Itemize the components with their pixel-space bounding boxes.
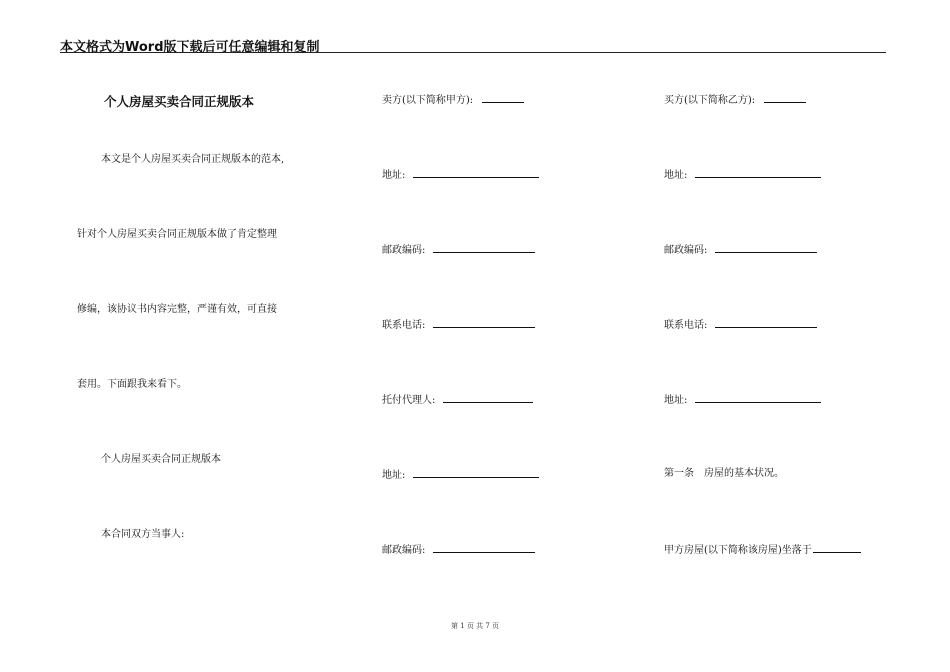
buyer-address-field	[664, 167, 821, 183]
seller-address-label: 地址:	[382, 170, 406, 181]
seller-postcode-label: 邮政编码:	[382, 245, 426, 256]
agent-postcode-field	[382, 542, 535, 558]
article-1-heading: 第一条 房屋的基本状况。	[664, 468, 784, 479]
seller-label: 卖方(以下简称甲方):	[382, 95, 474, 106]
intro-line-2: 针对个人房屋买卖合同正规版本做了肯定整理	[77, 229, 277, 240]
document-title: 个人房屋买卖合同正规版本	[104, 94, 255, 109]
seller-field	[382, 92, 524, 108]
seller-address-blank[interactable]	[413, 167, 539, 178]
buyer-blank[interactable]	[764, 92, 806, 103]
agent-postcode-blank[interactable]	[433, 542, 535, 553]
buyer-postcode-label: 邮政编码:	[664, 245, 708, 256]
seller-phone-field	[382, 317, 535, 333]
agent-blank[interactable]	[443, 392, 533, 403]
buyer-postcode-field	[664, 242, 817, 258]
buyer-phone-label: 联系电话:	[664, 320, 708, 331]
seller-blank[interactable]	[482, 92, 524, 103]
seller-postcode-blank[interactable]	[433, 242, 535, 253]
buyer-phone-blank[interactable]	[715, 317, 817, 328]
intro-line-3: 修编，该协议书内容完整，严谨有效，可直接	[77, 304, 277, 315]
agent-address-label: 地址:	[382, 470, 406, 481]
seller-phone-blank[interactable]	[433, 317, 535, 328]
intro-line-1: 本文是个人房屋买卖合同正规版本的范本,	[101, 154, 285, 165]
buyer-phone-field	[664, 317, 817, 333]
contract-subtitle: 个人房屋买卖合同正规版本	[101, 454, 221, 465]
parties-label: 本合同双方当事人:	[101, 529, 185, 540]
property-location-label: 甲方房屋(以下简称该房屋)坐落于	[664, 545, 812, 556]
buyer-address-blank[interactable]	[695, 167, 821, 178]
buyer-address2-label: 地址:	[664, 395, 688, 406]
agent-field	[382, 392, 533, 408]
agent-label: 托付代理人:	[382, 395, 436, 406]
agent-address-field	[382, 467, 539, 483]
property-location-blank[interactable]	[813, 542, 861, 553]
seller-phone-label: 联系电话:	[382, 320, 426, 331]
seller-address-field	[382, 167, 539, 183]
document-header: 本文格式为Word版下载后可任意编辑和复制	[60, 40, 320, 55]
buyer-postcode-blank[interactable]	[715, 242, 817, 253]
intro-line-4: 套用。下面跟我来看下。	[77, 379, 187, 390]
page-counter: 第 1 页 共 7 页	[450, 622, 500, 630]
seller-postcode-field	[382, 242, 535, 258]
header-divider	[60, 52, 886, 53]
agent-postcode-label: 邮政编码:	[382, 545, 426, 556]
buyer-address2-blank[interactable]	[695, 392, 821, 403]
buyer-label: 买方(以下简称乙方):	[664, 95, 756, 106]
property-location-field	[664, 542, 861, 558]
buyer-field	[664, 92, 806, 108]
buyer-address-label: 地址:	[664, 170, 688, 181]
agent-address-blank[interactable]	[413, 467, 539, 478]
buyer-address2-field	[664, 392, 821, 408]
